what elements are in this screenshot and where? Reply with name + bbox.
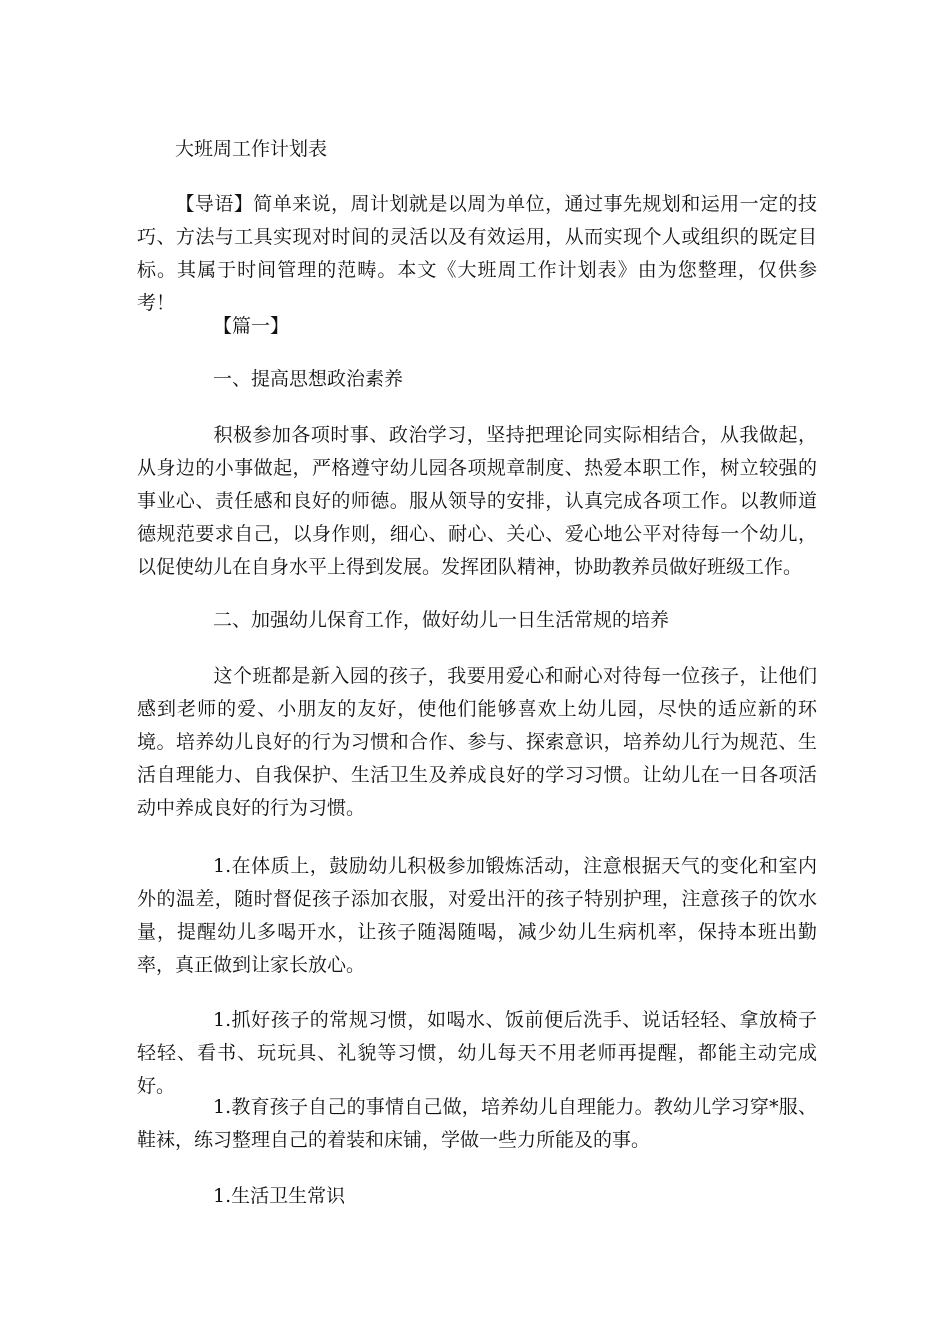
paragraph-1 [137,419,817,584]
paragraph-1-text: 积极参加各项时事、政治学习，坚持把理论同实际相结合，从我做起，从身边的小事做起，严格遵守幼儿园各项规章制度、热爱本职工作，树立较强的事业心、责任感和良好的师德。服从领导的安排，认真完成各项工作。以教师道德规范要求自己，以身作则，细心、耐心、关心、爱心地公平对待每一个幼儿，以促使幼儿在自身水平上得到发展。发挥团队精神，协助教养员做好班级工作。 [137,424,817,578]
intro-text: 【导语】简单来说，周计划就是以周为单位，通过事先规划和运用一定的技巧、方法与工具实现对时间的灵活以及有效运用，从而实现个人或组织的既定目标。其属于时间管理的范畴。本文《大班周工作计划表》由为您整理，仅供参考！ [137,193,817,314]
document-title: 大班周工作计划表 [175,138,328,160]
list-item-4: 1.生活卫生常识 [213,1185,346,1207]
list-item-1 [137,850,817,982]
paragraph-2 [137,660,817,825]
paragraph-2-text: 这个班都是新入园的孩子，我要用爱心和耐心对待每一位孩子，让他们感到老师的爱、小朋友的友好，使他们能够喜欢上幼儿园，尽快的适应新的环境。培养幼儿良好的行为习惯和合作、参与、探索意识，培养幼儿行为规范、生活自理能力、自我保护、生活卫生及养成良好的学习习惯。让幼儿在一日各项活动中养成良好的行为习惯。 [137,665,817,819]
list-item-3 [137,1091,817,1157]
list-item-1-text: 1.在体质上，鼓励幼儿积极参加锻炼活动，注意根据天气的变化和室内外的温差，随时督促孩子添加衣服，对爱出汗的孩子特别护理，注意孩子的饮水量，提醒幼儿多喝开水，让孩子随渴随喝，减少幼儿生病机率，保持本班出勤率，真正做到让家长放心。 [137,855,817,976]
intro-paragraph [137,188,817,320]
list-item-3-text: 1.教育孩子自己的事情自己做，培养幼儿自理能力。教幼儿学习穿*服、鞋袜，练习整理自己的着装和床铺，学做一些力所能及的事。 [137,1096,817,1151]
heading-2: 二、加强幼儿保育工作，做好幼儿一日生活常规的培养 [213,609,670,631]
list-item-2-text: 1.抓好孩子的常规习惯，如喝水、饭前便后洗手、说话轻轻、拿放椅子轻轻、看书、玩玩具、礼貌等习惯，幼儿每天不用老师再提醒，都能主动完成好。 [137,1009,817,1097]
list-item-2 [137,1004,817,1103]
section-label: 【篇一】 [213,315,290,337]
heading-1: 一、提高思想政治素养 [213,368,404,390]
